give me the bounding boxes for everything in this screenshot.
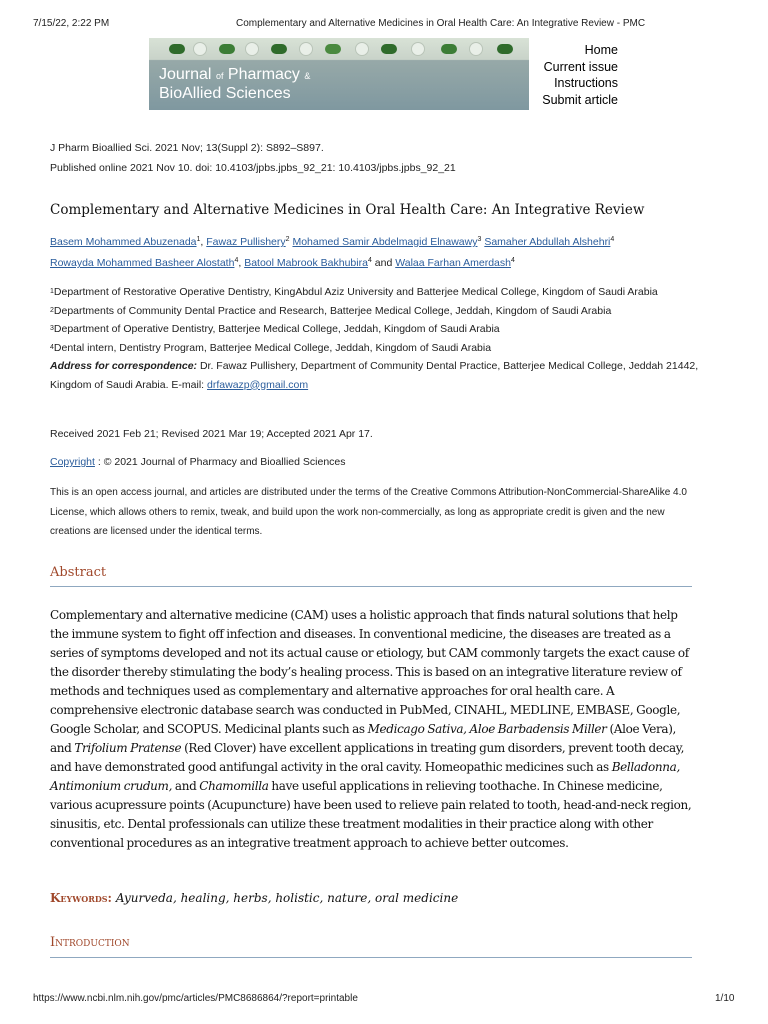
- correspondence: Address for correspondence: Dr. Fawaz Pullishery, Department of Community Dental Practice, Batterjee Medical College, Jeddah 21442, Kingdom of Saudi Arabia. E-mail: drfawazp@gmail.com: [50, 360, 699, 391]
- affiliations: [50, 283, 710, 394]
- journal-banner: [149, 38, 620, 110]
- banner-nav: [542, 42, 618, 108]
- introduction-heading: Introduction: [50, 935, 130, 950]
- affiliation: $^3$Department of Operative Dentistry, Batterjee Medical College, Jeddah, Kingdom of Saudi Arabia: [50, 323, 500, 335]
- authors-line-1: Basem Mohammed Abuzenada$^1$, Fawaz Pullishery$^2$ Mohamed Samir Abdelmagid Elnawawy$^3$ Samaher Abdullah Alshehri$^4$: [50, 236, 615, 248]
- nav-home-link[interactable]: Home: [584, 43, 618, 57]
- license-text: This is an open access journal, and articles are distributed under the terms of the Creative Commons Attribution-NonCommercial-ShareAlike 4.0 License, which allows others to remix, tweak, and build upon the work non-commercially, as long as appropriate credit is given and the new creations are licensed under the identical terms.: [50, 487, 687, 537]
- copyright-link[interactable]: Copyright: [50, 456, 95, 468]
- article-dates: Received 2021 Feb 21; Revised 2021 Mar 19; Accepted 2021 Apr 17.: [50, 428, 373, 440]
- citation-line: J Pharm Bioallied Sci. 2021 Nov; 13(Suppl 2): S892–S897.: [50, 142, 324, 154]
- published-line: Published online 2021 Nov 10. doi: 10.4103/jpbs.jpbs_92_21: 10.4103/jpbs.jpbs_92_21: [50, 162, 456, 174]
- banner-image: [149, 38, 529, 110]
- print-datetime: 7/15/22, 2:22 PM: [33, 18, 110, 29]
- nav-instructions-link[interactable]: Instructions: [554, 76, 618, 90]
- author-link[interactable]: Batool Mabrook Bakhubira: [244, 257, 368, 269]
- author-link[interactable]: Walaa Farhan Amerdash: [395, 257, 511, 269]
- author-link[interactable]: Fawaz Pullishery: [206, 236, 286, 248]
- keywords-text: Ayurveda, healing, herbs, holistic, nature, oral medicine: [115, 891, 459, 905]
- journal-name: Journal of Pharmacy & BioAllied Sciences: [159, 66, 311, 102]
- print-doc-title: Complementary and Alternative Medicines in Oral Health Care: An Integrative Review - PMC: [236, 18, 646, 29]
- author-link[interactable]: Basem Mohammed Abuzenada: [50, 236, 197, 248]
- keywords: [50, 891, 458, 905]
- author-link[interactable]: Samaher Abdullah Alshehri: [484, 236, 611, 248]
- email-link[interactable]: drfawazp@gmail.com: [207, 378, 309, 391]
- affiliation: $^4$Dental intern, Dentistry Program, Batterjee Medical College, Jeddah, Kingdom of Saudi Arabia: [50, 341, 492, 354]
- authors-line-2: Rowayda Mohammed Basheer Alostath$^4$, Batool Mabrook Bakhubira$^4$ and Walaa Farhan Amerdash$^4$: [50, 257, 515, 269]
- page-number: 1/10: [715, 993, 735, 1004]
- nav-submit-article-link[interactable]: Submit article: [542, 92, 618, 107]
- keywords-label: Keywords:: [50, 891, 112, 905]
- author-link[interactable]: Mohamed Samir Abdelmagid Elnawawy: [292, 236, 478, 248]
- abstract-text: Complementary and alternative medicine (CAM) uses a holistic approach that finds natural solutions that help the immune system to fight off infection and diseases. In conventional medicine, the diseases are treated as a series of symptoms developed and not its actual cause or etiology, but CAM commonly targets the exact cause of the disorder thereby stimulating the body’s healing process. This is based on an integrative literature review of methods and techniques used as complementary and alternative approaches for oral health care. A comprehensive electronic database search was conducted in PubMed, CINAHL, MEDLINE, EMBASE, Google, Google Scholar, and SCOPUS. Medicinal plants such as Medicago Sativa, Aloe Barbadensis Miller (Aloe Vera), and Trifolium Pratense (Red Clover) have excellent applications in treating gum disorders, prevent tooth decay, and have demonstrated good antifungal activity in the oral cavity. Homeopathic medicines such as Belladonna, Antimonium crudum, and Chamomilla have useful applications in relieving toothache. In Chinese medicine, various acupressure points (Acupuncture) have been used to relieve pain related to tooth, head-and-neck region, sinusitis, etc. Dental professionals can utilize these treatment modalities in their practice along with other conventional procedures as an integrative treatment approach to achieve better outcomes.: [50, 608, 692, 850]
- abstract-heading: Abstract: [50, 565, 107, 580]
- divider: [50, 957, 692, 958]
- article-title: Complementary and Alternative Medicines in Oral Health Care: An Integrative Review: [50, 202, 645, 218]
- affiliation: $^1$Department of Restorative Operative Dentistry, KingAbdul Aziz University and Batterjee Medical College, Kingdom of Saudi Arabia: [50, 286, 658, 298]
- author-link[interactable]: Rowayda Mohammed Basheer Alostath: [50, 257, 235, 269]
- copyright-line: Copyright : © 2021 Journal of Pharmacy and Bioallied Sciences: [50, 456, 346, 468]
- nav-current-issue-link[interactable]: Current issue: [543, 59, 618, 74]
- affiliation: $^2$Departments of Community Dental Practice and Research, Batterjee Medical College, Jeddah, Kingdom of Saudi Arabia: [50, 304, 612, 317]
- print-url: https://www.ncbi.nlm.nih.gov/pmc/articles/PMC8686864/?report=printable: [33, 993, 358, 1004]
- divider: [50, 586, 692, 587]
